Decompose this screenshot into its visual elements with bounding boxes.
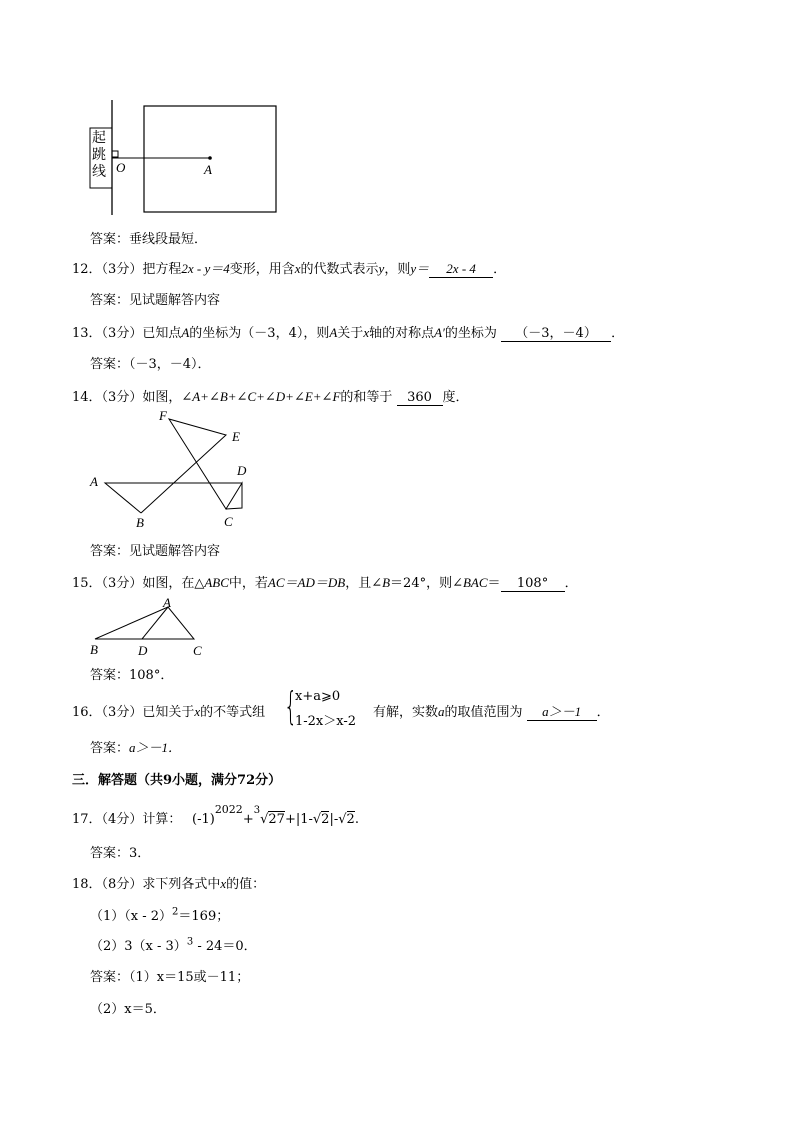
q14-blank: 360 (397, 390, 443, 406)
q15-answer: 答案：108°． (90, 668, 174, 683)
q12-question: 12．（3分）把方程2x - y＝4变形，用含x的代数式表示y，则y＝ 2x - 4 ． (72, 261, 507, 277)
q13-question: 13．（3分）已知点A的坐标为（－3，4），则A关于x轴的对称点A′的坐标为 （－3，－4） ． (72, 322, 624, 342)
q15-blank: 108° (501, 576, 565, 592)
start-line-label: 起跳线 (92, 130, 106, 180)
q13-blank: （－3，－4） (501, 322, 611, 342)
inequality-1: x+a⩾0 (295, 689, 341, 704)
label-d: D (138, 643, 148, 658)
triangle-a-b-d (105, 483, 242, 513)
q16-blank: a＞－1 (527, 701, 597, 721)
label-c: C (224, 514, 233, 529)
label-e: E (232, 429, 240, 444)
q14-answer: 答案：见试题解答内容 (90, 544, 221, 559)
q16-question-right: 有解，实数a的取值范围为 a＞－1 ． (373, 701, 610, 721)
segment-bf (141, 419, 169, 513)
star-figure (85, 405, 260, 535)
section-title: 三．解答题（共9小题，满分72分） (72, 773, 282, 788)
q16-answer: 答案：a＞－1． (90, 740, 182, 756)
q11-answer: 答案：垂线段最短． (90, 232, 208, 247)
q17-question: 17．（4分）计算： (72, 812, 182, 827)
q18-part-2: （2）3（x - 3）$^3$ - 24＝0． (90, 936, 257, 954)
triangle-abc-figure (90, 600, 205, 645)
triangle-abc (95, 607, 194, 639)
q16-question-left: 16．（3分）已知关于x的不等式组 (72, 704, 266, 720)
label-o: O (116, 160, 126, 175)
label-c: C (193, 643, 202, 658)
q18-answer-1: 答案：（1）x＝15或－11； (90, 970, 250, 985)
label-b: B (136, 515, 144, 530)
q18-answer-2: （2）x＝5． (90, 1002, 166, 1017)
point-a-dot (208, 156, 212, 160)
q18-part-1: （1）（x - 2）$^2$＝169； (90, 906, 230, 924)
q18-question: 18．（8分）求下列各式中x的值： (72, 876, 266, 892)
label-b: B (90, 642, 98, 657)
system-brace: { (284, 684, 298, 728)
q17-expression: $(-1)^{2022}+^3√27+|1-√2|-√2$. (192, 803, 359, 828)
q14-question: 14．（3分）如图，∠A+∠B+∠C+∠D+∠E+∠F的和等于 360 度． (72, 389, 469, 405)
label-a: A (90, 474, 98, 489)
right-angle-marker (112, 151, 118, 157)
path-b-e-f-c-d (141, 419, 242, 513)
q17-answer: 答案：3． (90, 846, 151, 861)
q13-answer: 答案：（－3，－4）． (90, 357, 211, 372)
label-f: F (159, 408, 167, 423)
label-d: D (237, 463, 247, 478)
q15-question: 15．（3分）如图，在△ABC中，若AC＝AD＝DB，且∠B＝24°，则∠BAC＝ 108° ． (72, 575, 578, 591)
label-a: A (204, 162, 212, 177)
segment-ad (142, 607, 168, 639)
inequality-2: 1-2x＞x-2 (295, 714, 357, 729)
q12-answer: 答案：见试题解答内容 (90, 293, 221, 308)
label-a: A (163, 595, 171, 610)
q12-blank: 2x - 4 (429, 261, 493, 278)
long-jump-figure (85, 98, 285, 218)
